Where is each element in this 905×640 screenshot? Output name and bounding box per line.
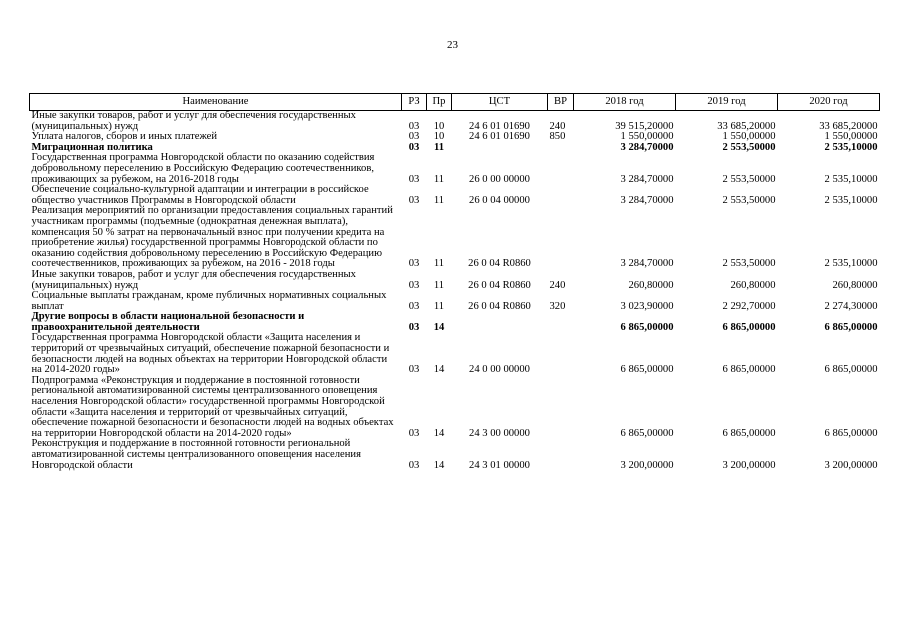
cell-y2018: 3 284,70000 — [620, 141, 674, 153]
cell-y2020: 2 535,10000 — [824, 173, 878, 185]
cell-y2018: 1 550,00000 — [620, 131, 674, 143]
header-pr: Пр — [427, 94, 452, 111]
cell-y2018: 6 865,00000 — [620, 364, 674, 376]
cell-y2020: 33 685,20000 — [819, 120, 878, 132]
cell-rz: 03 — [408, 258, 420, 270]
cell-y2019: 2 553,50000 — [722, 258, 776, 270]
cell-vr — [548, 206, 574, 270]
budget-table — [29, 93, 880, 471]
cell-pr: 14 — [433, 364, 445, 376]
cell-y2020: 2 535,10000 — [824, 141, 878, 153]
cell-y2020: 1 550,00000 — [824, 131, 878, 143]
cell-rz: 03 — [408, 120, 420, 132]
cell-rz: 03 — [408, 300, 420, 312]
table-row — [30, 270, 880, 291]
table-header-row — [30, 94, 880, 111]
cell-y2020: 260,80000 — [832, 279, 878, 291]
cell-name: Другие вопросы в области национальной безопасности и правоохранительной деятельности — [31, 311, 305, 333]
cell-y2019: 2 553,50000 — [722, 173, 776, 185]
cell-cst: 26 0 04 00000 — [469, 194, 530, 206]
cell-rz: 03 — [408, 459, 420, 471]
cell-y2018: 39 515,20000 — [615, 120, 674, 132]
page-number: 23 — [447, 39, 458, 51]
cell-cst: 26 0 00 00000 — [469, 173, 530, 185]
cell-vr — [548, 185, 574, 206]
table-row — [30, 439, 880, 471]
cell-vr — [548, 333, 574, 375]
cell-y2018: 3 284,70000 — [620, 258, 674, 270]
cell-pr: 10 — [433, 120, 445, 132]
cell-name: Реконструкция и поддержание в постоянной готовности региональной автоматизированной системы централизованного оповещения населения Новгородской области — [31, 438, 361, 471]
cell-y2019: 2 292,70000 — [722, 300, 776, 312]
cell-cst — [452, 312, 548, 333]
cell-vr — [548, 143, 574, 154]
table-row — [30, 111, 880, 133]
cell-vr: 240 — [549, 279, 566, 291]
header-cst: ЦСТ — [452, 94, 548, 111]
cell-name: Уплата налогов, сборов и иных платежей — [31, 131, 218, 143]
header-rz: РЗ — [402, 94, 427, 111]
cell-y2019: 2 553,50000 — [722, 194, 776, 206]
cell-y2019: 260,80000 — [730, 279, 776, 291]
cell-rz: 03 — [408, 131, 420, 143]
cell-name: Обеспечение социально-культурной адаптации и интеграции в российское общество участников Программы в Новгородской области — [31, 184, 369, 206]
header-2019: 2019 год — [676, 94, 778, 111]
cell-y2019: 6 865,00000 — [722, 364, 776, 376]
cell-cst: 26 0 04 R0860 — [468, 300, 531, 312]
cell-y2019: 1 550,00000 — [722, 131, 776, 143]
cell-cst: 24 3 01 00000 — [469, 459, 530, 471]
cell-y2020: 3 200,00000 — [824, 459, 878, 471]
cell-vr: 240 — [549, 120, 566, 132]
cell-pr: 11 — [433, 141, 444, 153]
cell-rz: 03 — [408, 427, 420, 439]
cell-vr: 850 — [549, 131, 566, 143]
table-row — [30, 312, 880, 333]
cell-vr — [548, 312, 574, 333]
cell-y2019: 33 685,20000 — [717, 120, 776, 132]
cell-y2018: 3 284,70000 — [620, 194, 674, 206]
table-row — [30, 333, 880, 375]
cell-y2020: 2 274,30000 — [824, 300, 878, 312]
cell-cst: 26 0 04 R0860 — [468, 279, 531, 291]
cell-rz: 03 — [408, 279, 420, 291]
table-body — [30, 111, 880, 472]
cell-vr — [548, 376, 574, 440]
cell-pr: 11 — [433, 173, 445, 185]
cell-pr: 11 — [433, 300, 445, 312]
cell-pr: 14 — [433, 459, 445, 471]
cell-pr: 14 — [433, 427, 445, 439]
table-row — [30, 185, 880, 206]
cell-pr: 14 — [433, 321, 445, 333]
cell-cst — [452, 143, 548, 154]
cell-y2019: 6 865,00000 — [722, 321, 776, 333]
cell-y2020: 6 865,00000 — [824, 321, 878, 333]
header-vr: ВР — [548, 94, 574, 111]
cell-name: Подпрограмма «Реконструкция и поддержание в постоянной готовности региональной автоматизированной системы централизованного оповещения населения Новгородской области» государственной программы Новгородской области «Защита населения и территорий от чрезвычайных ситуаций, обеспечение пожарной безопасности и безопасности людей на водных объектах на территории Новгородской области на 2014-2020 годы» — [31, 374, 394, 439]
cell-pr: 11 — [433, 194, 445, 206]
cell-y2018: 3 023,90000 — [620, 300, 674, 312]
cell-rz: 03 — [408, 173, 420, 185]
cell-cst: 26 0 04 R0860 — [468, 258, 531, 270]
header-2020: 2020 год — [778, 94, 880, 111]
table-row — [30, 153, 880, 185]
cell-y2019: 6 865,00000 — [722, 427, 776, 439]
cell-y2020: 2 535,10000 — [824, 258, 878, 270]
cell-y2020: 6 865,00000 — [824, 364, 878, 376]
cell-name: Миграционная политика — [31, 141, 153, 153]
table-row — [30, 291, 880, 312]
cell-pr: 11 — [433, 258, 445, 270]
cell-pr: 11 — [433, 279, 445, 291]
cell-y2018: 260,80000 — [628, 279, 674, 291]
cell-cst: 24 6 01 01690 — [469, 131, 530, 143]
cell-vr — [548, 153, 574, 185]
header-name: Наименование — [30, 94, 402, 111]
cell-cst: 24 6 01 01690 — [469, 120, 530, 132]
cell-name: Реализация мероприятий по организации предоставления социальных гарантий участникам программы (подъемные (однократная денежная выплата), компенсация 50 % затрат на первоначальный взнос при получении кредита на приобретение жилья) государственной программы Новгородской области по оказанию содействия добровольному переселению в Российскую Федерацию соотечественников, проживающих за рубежом, на 2016 - 2018 годы — [31, 205, 393, 270]
header-2018: 2018 год — [574, 94, 676, 111]
cell-y2018: 3 284,70000 — [620, 173, 674, 185]
table-row — [30, 376, 880, 440]
cell-name: Иные закупки товаров, работ и услуг для обеспечения государственных (муниципальных) нужд — [31, 268, 356, 291]
cell-cst: 24 0 00 00000 — [469, 364, 530, 376]
cell-y2018: 6 865,00000 — [620, 427, 674, 439]
cell-rz: 03 — [408, 141, 420, 153]
cell-y2019: 3 200,00000 — [722, 459, 776, 471]
cell-vr: 320 — [549, 300, 566, 312]
cell-y2018: 6 865,00000 — [620, 321, 674, 333]
cell-pr: 10 — [433, 131, 445, 143]
table-row — [30, 206, 880, 270]
cell-rz: 03 — [408, 194, 420, 206]
cell-vr — [548, 439, 574, 471]
cell-name: Иные закупки товаров, работ и услуг для обеспечения государственных (муниципальных) нужд — [31, 110, 356, 132]
cell-name: Социальные выплаты гражданам, кроме публичных нормативных социальных выплат — [31, 290, 387, 312]
cell-y2019: 2 553,50000 — [722, 141, 776, 153]
cell-y2018: 3 200,00000 — [620, 459, 674, 471]
cell-y2020: 6 865,00000 — [824, 427, 878, 439]
cell-name: Государственная программа Новгородской области «Защита населения и территорий от чрезвычайных ситуаций, обеспечение пожарной безопасности и безопасности людей на водных объектах на территории Новгородской области на 2014-2020 годы» — [31, 332, 390, 376]
cell-cst: 24 3 00 00000 — [469, 427, 530, 439]
cell-rz: 03 — [408, 364, 420, 376]
cell-y2020: 2 535,10000 — [824, 194, 878, 206]
cell-name: Государственная программа Новгородской области по оказанию содействия добровольному переселению в Российскую Федерацию соотечественников, проживающих за рубежом, на 2016-2018 годы — [31, 152, 375, 185]
cell-rz: 03 — [408, 321, 420, 333]
